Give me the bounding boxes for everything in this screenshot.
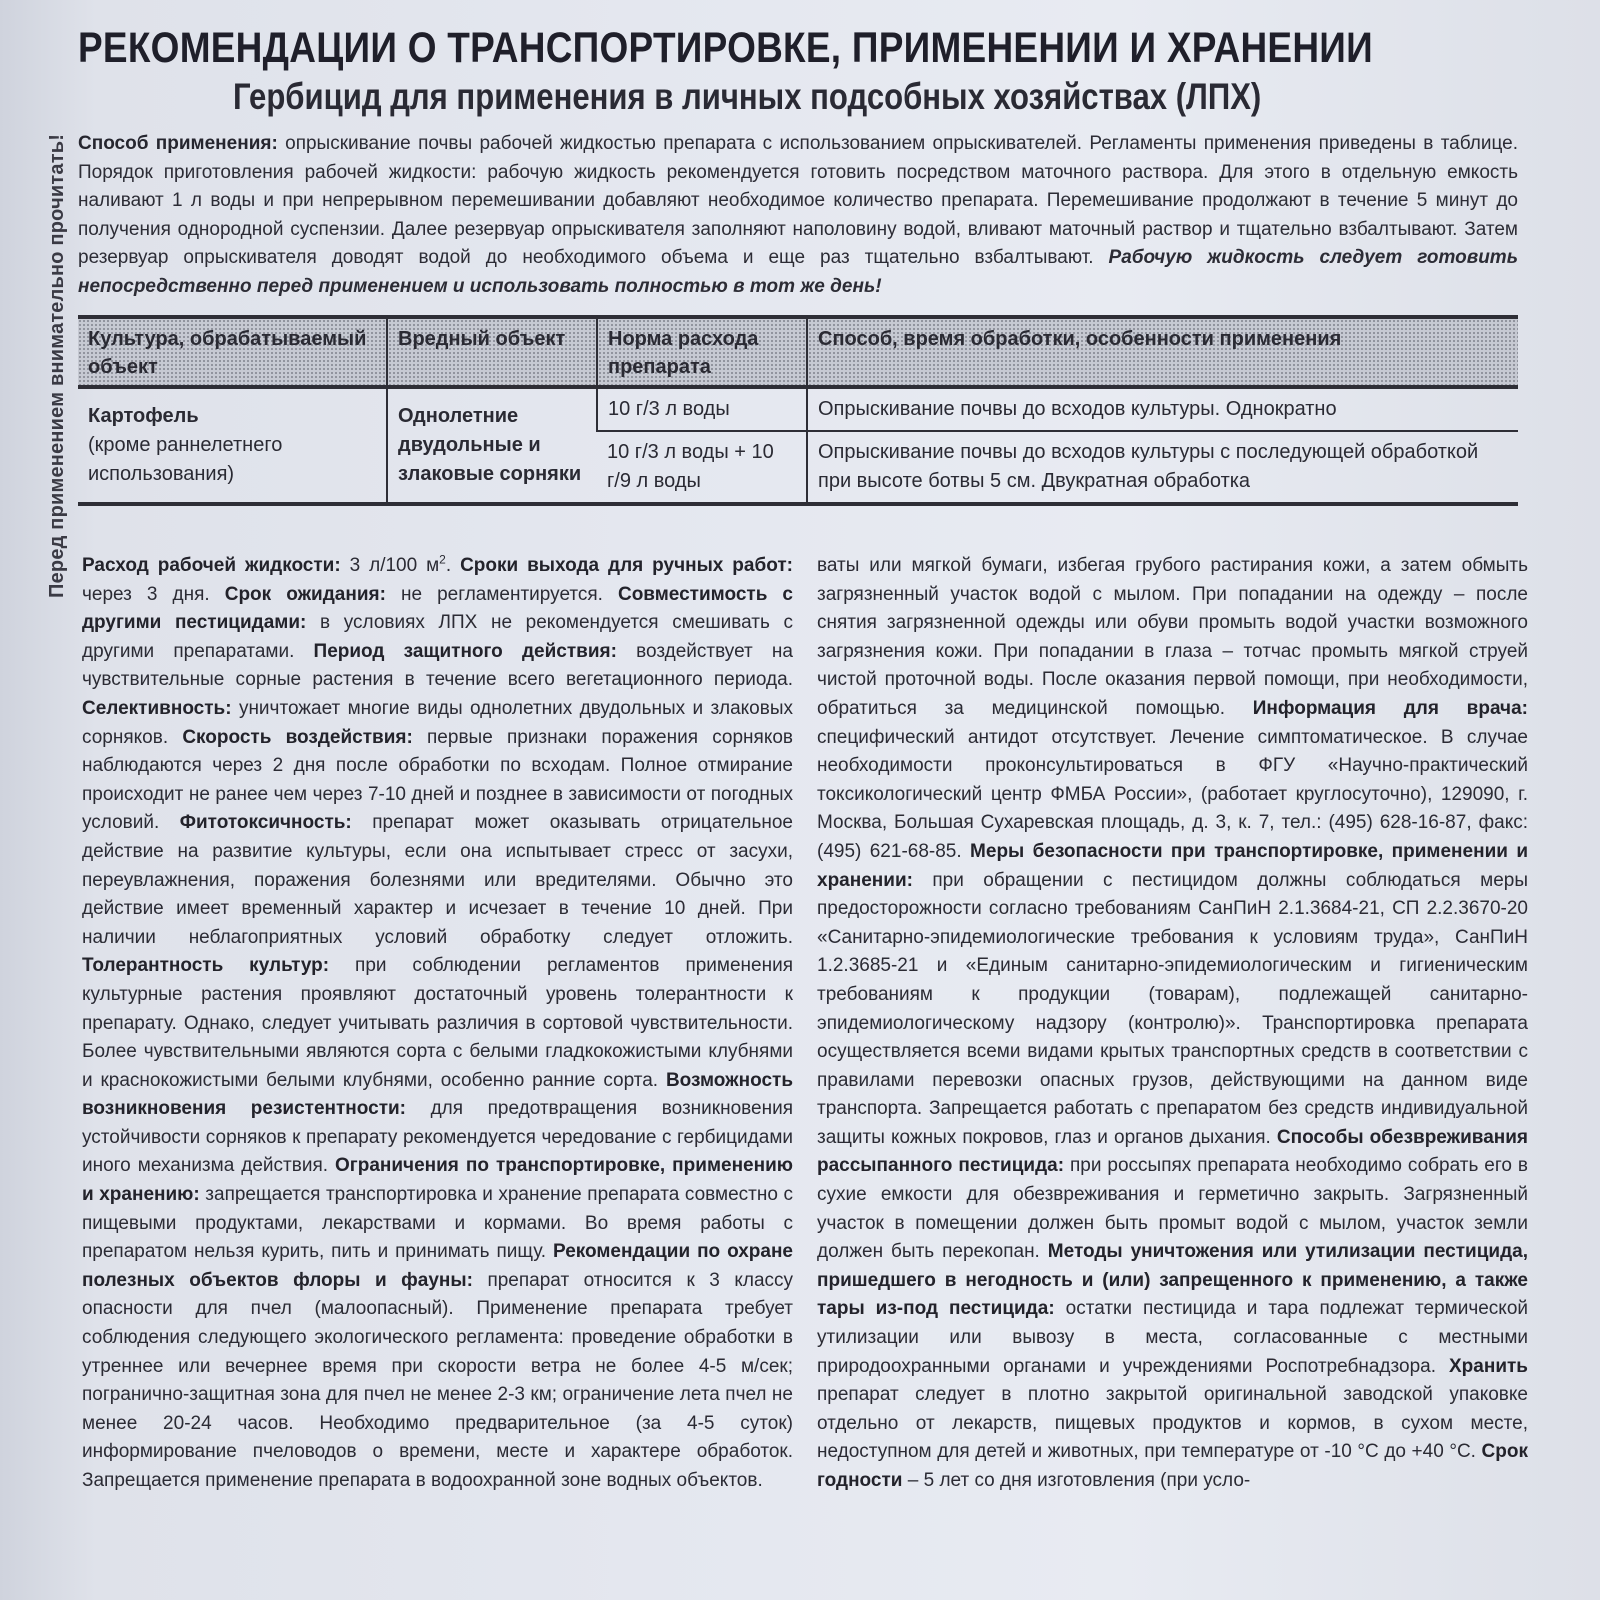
application-method-label: Способ применения: — [78, 133, 278, 154]
section-text: запрещается транспортировка и хранение препарата совместно с пищевыми продуктами, лекарствами и кормами. Во время работы с препаратом нельзя курить, пить и принимать пищу. — [82, 1184, 793, 1263]
header-rate: Норма расхода препарата — [597, 317, 807, 387]
section-label: Толерантность культур: — [82, 955, 330, 977]
application-method-paragraph — [78, 130, 1518, 301]
culture-cell — [78, 387, 387, 504]
section-text: специфический антидот отсутствует. Лечение симптоматическое. В случае необходимости проконсультироваться в ФГУ «Научно-практический токсикологический центр ФМБА России», (работает круглосуточно), 129090, г. Москва, Большая Сухаревская площадь, д. 3, к. 7, тел.: (495) 628-16-87, факс: (495) 621-68-85. — [817, 726, 1528, 862]
section-label: Фитотоксичность: — [179, 812, 352, 834]
section-label: Возможность возникновения резистентности: — [82, 1069, 793, 1120]
section-label: Срок ожидания: — [224, 583, 386, 605]
section-label: Период защитного действия: — [313, 640, 617, 662]
section-label: Селективность: — [82, 697, 232, 719]
application-method-warning: Рабочую жидкость следует готовить непосредственно перед применением и использовать полностью в тот же день! — [78, 247, 1518, 297]
section-label: Рекомендации по охране полезных объектов флоры и фауны: — [82, 1241, 793, 1291]
section-text: при россыпях препарата необходимо собрать его в сухие емкости для обезвреживания и герметично закрыть. Загрязненный участок в помещении должен быть промыт водой с мылом, участок земли должен быть перекопан. — [817, 1155, 1529, 1263]
section-text: препарат может оказывать отрицательное действие на развитие культуры, если она испытывает стресс от засухи, переувлажнения, поражения болезнями или вредителями. Обычно это действие имеет временный характер и исчезает в течение 10 дней. При наличии неблагоприятных условий обработку следует отложить. — [82, 812, 794, 948]
section-label: Способы обезвреживания рассыпанного пестицида: — [817, 1126, 1529, 1177]
section-label: Скорость воздействия: — [182, 726, 413, 748]
section-label: Совместимость с другими пестицидами: — [82, 583, 793, 634]
section-text: при обращении с пестицидом должны соблюдаться меры предосторожности согласно требованиям СанПиН 2.1.3684-21, СП 2.2.3670-20 «Санитарно-эпидемиологические требования к условиям труда», СанПиН 1.2.3685-21 и «Единым санитарно-эпидемиологическим и гигиеническим требованиям к продукции (товарам), подлежащей санитарно-эпидемиологическому надзору (контролю)». Транспортировка препарата осуществляется всеми видами крытых транспортных средств в соответствии с правилами перевозки опасных грузов, действующими на данном виде транспорта. Запрещается работать с препаратом без средств индивидуальной защиты кожных покровов, глаз и органов дыхания. — [817, 869, 1528, 1148]
method-cell: Опрыскивание почвы до всходов культуры с последующей обработкой при высоте ботвы 5 см. Двукратная обработка — [807, 431, 1518, 504]
section-label: Меры безопасности при транспортировке, применении и хранении: — [817, 840, 1528, 891]
section-text: в условиях ЛПХ не рекомендуется смешивать с другими препаратами. — [82, 612, 793, 662]
section-text: при соблюдении регламентов применения культурные растения проявляют достаточный уровень толерантности к препарату. Однако, следует учитывать различия в сортовой чувствительности. Более чувствительными являются сорта с белыми гладкокожистыми клубнями и краснокожистыми белыми клубнями, особенно ранние сорта. — [82, 955, 793, 1091]
header-culture: Культура, обрабатываемый объект — [78, 317, 387, 387]
section-label: Ограничения по транспортировке, применению и хранению: — [82, 1155, 793, 1206]
right-column — [817, 552, 1528, 1496]
section-text: остатки пестицида и тара подлежат термической утилизации или вывозу в места, согласованные с местными природоохранными органами и учреждениями Роспотребнадзора. — [817, 1298, 1529, 1377]
method-cell: Опрыскивание почвы до всходов культуры. Однократно — [807, 387, 1518, 431]
pest-cell: Однолетние двудольные и злаковые сорняки — [387, 387, 597, 504]
section-text: уничтожает многие виды однолетних двудольных и злаковых сорняков. — [82, 697, 793, 748]
superscript: 2 — [439, 552, 446, 567]
section-text: первые признаки поражения сорняков наблюдаются через 2 дня после обработки по всходам. Полное отмирание происходит не ранее чем через 7-10 дней и позднее в зависимости от погодных условий. — [82, 726, 794, 834]
table-header-row — [78, 317, 1518, 387]
left-column — [82, 552, 793, 1496]
section-text: через 3 дня. — [82, 583, 225, 605]
section-text: 3 л/100 м — [340, 555, 440, 576]
table-row — [78, 387, 1518, 431]
application-regulations-table — [78, 315, 1518, 506]
page-subtitle: Гербицид для применения в личных подсобных хозяйствах (ЛПХ) — [233, 76, 1262, 117]
rate-cell: 10 г/3 л воды — [597, 387, 807, 431]
header-pest: Вредный объект — [387, 317, 597, 387]
section-text: ваты или мягкой бумаги, избегая грубого растирания кожи, а затем обмыть загрязненный участок водой с мылом. При попадании на одежду – после снятия загрязненной одежды или обуви промыть водой участки возможного загрязнения кожи. При попадании в глаза – тотчас промыть мягкой струей чистой проточной воды. После оказания первой помощи, при необходимости, обратиться за медицинской помощью. — [817, 555, 1528, 719]
section-text: воздействует на чувствительные сорные растения в течение всего вегетационного периода. — [82, 640, 793, 691]
culture-name: Картофель — [88, 405, 199, 427]
body-columns — [82, 552, 1528, 1496]
read-before-use-note: Перед применением внимательно прочитать! — [46, 133, 68, 598]
section-label: Информация для врача: — [1252, 697, 1528, 719]
rate-cell: 10 г/3 л воды + 10 г/9 л воды — [597, 431, 807, 504]
section-label: Методы уничтожения или утилизации пестицида, пришедшего в негодность и (или) запрещенного к применению, а также тары из-под пестицида: — [817, 1241, 1529, 1320]
section-label: Срок годности — [817, 1441, 1528, 1491]
culture-note: (кроме раннелетнего использования) — [88, 434, 283, 485]
section-text: препарат относится к 3 классу опасности для пчел (малоопасный). Применение препарата требует соблюдения следующего экологического регламента: проведение обработки в утреннее или вечернее время при скорости ветра не более 4-5 м/сек; погранично-защитная зона для пчел не менее 2-3 км; ограничение лета пчел не менее 20-24 часов. Необходимо предварительное (за 4-5 суток) информирование пчеловодов о времени, месте и характере обработок. Запрещается применение препарата в водоохранной зоне водных объектов. — [82, 1269, 794, 1491]
section-text: . — [445, 555, 461, 576]
section-text: для предотвращения возникновения устойчивости сорняков к препарату рекомендуется чередование с гербицидами иного механизма действия. — [82, 1098, 793, 1177]
section-label: Расход рабочей жидкости: — [82, 555, 341, 576]
page-title: РЕКОМЕНДАЦИИ О ТРАНСПОРТИРОВКЕ, ПРИМЕНЕНИИ И ХРАНЕНИИ — [78, 24, 1373, 72]
section-text: не регламентируется. — [385, 583, 618, 605]
section-text: препарат следует в плотно закрытой оригинальной заводской упаковке отдельно от лекарств, пищевых продуктов и кормов, в сухом месте, недоступном для детей и животных, при температуре от -10 °С до +40 °С. — [817, 1384, 1528, 1463]
header-method: Способ, время обработки, особенности применения — [807, 317, 1518, 387]
application-method-text: опрыскивание почвы рабочей жидкостью препарата с использованием опрыскивателей. Регламенты применения приведены в таблице. Порядок приготовления рабочей жидкости: рабочую жидкость рекомендуется готовить посредством маточного раствора. Для этого в отдельную емкость наливают 1 л воды и при непрерывном перемешивании добавляют необходимое количество препарата. Перемешивание продолжают в течение 5 минут до получения однородной суспензии. Далее резервуар опрыскивателя заполняют наполовину водой, вливают маточный раствор и тщательно взбалтывают. Затем резервуар опрыскивателя доводят водой до необходимого объема и еще раз тщательно взбалтывают. — [78, 133, 1518, 268]
section-text: – 5 лет со дня изготовления (при усло- — [902, 1470, 1251, 1491]
section-label: Сроки выхода для ручных работ: — [460, 555, 793, 576]
document-page — [78, 22, 1548, 506]
section-label: Хранить — [1449, 1355, 1528, 1377]
